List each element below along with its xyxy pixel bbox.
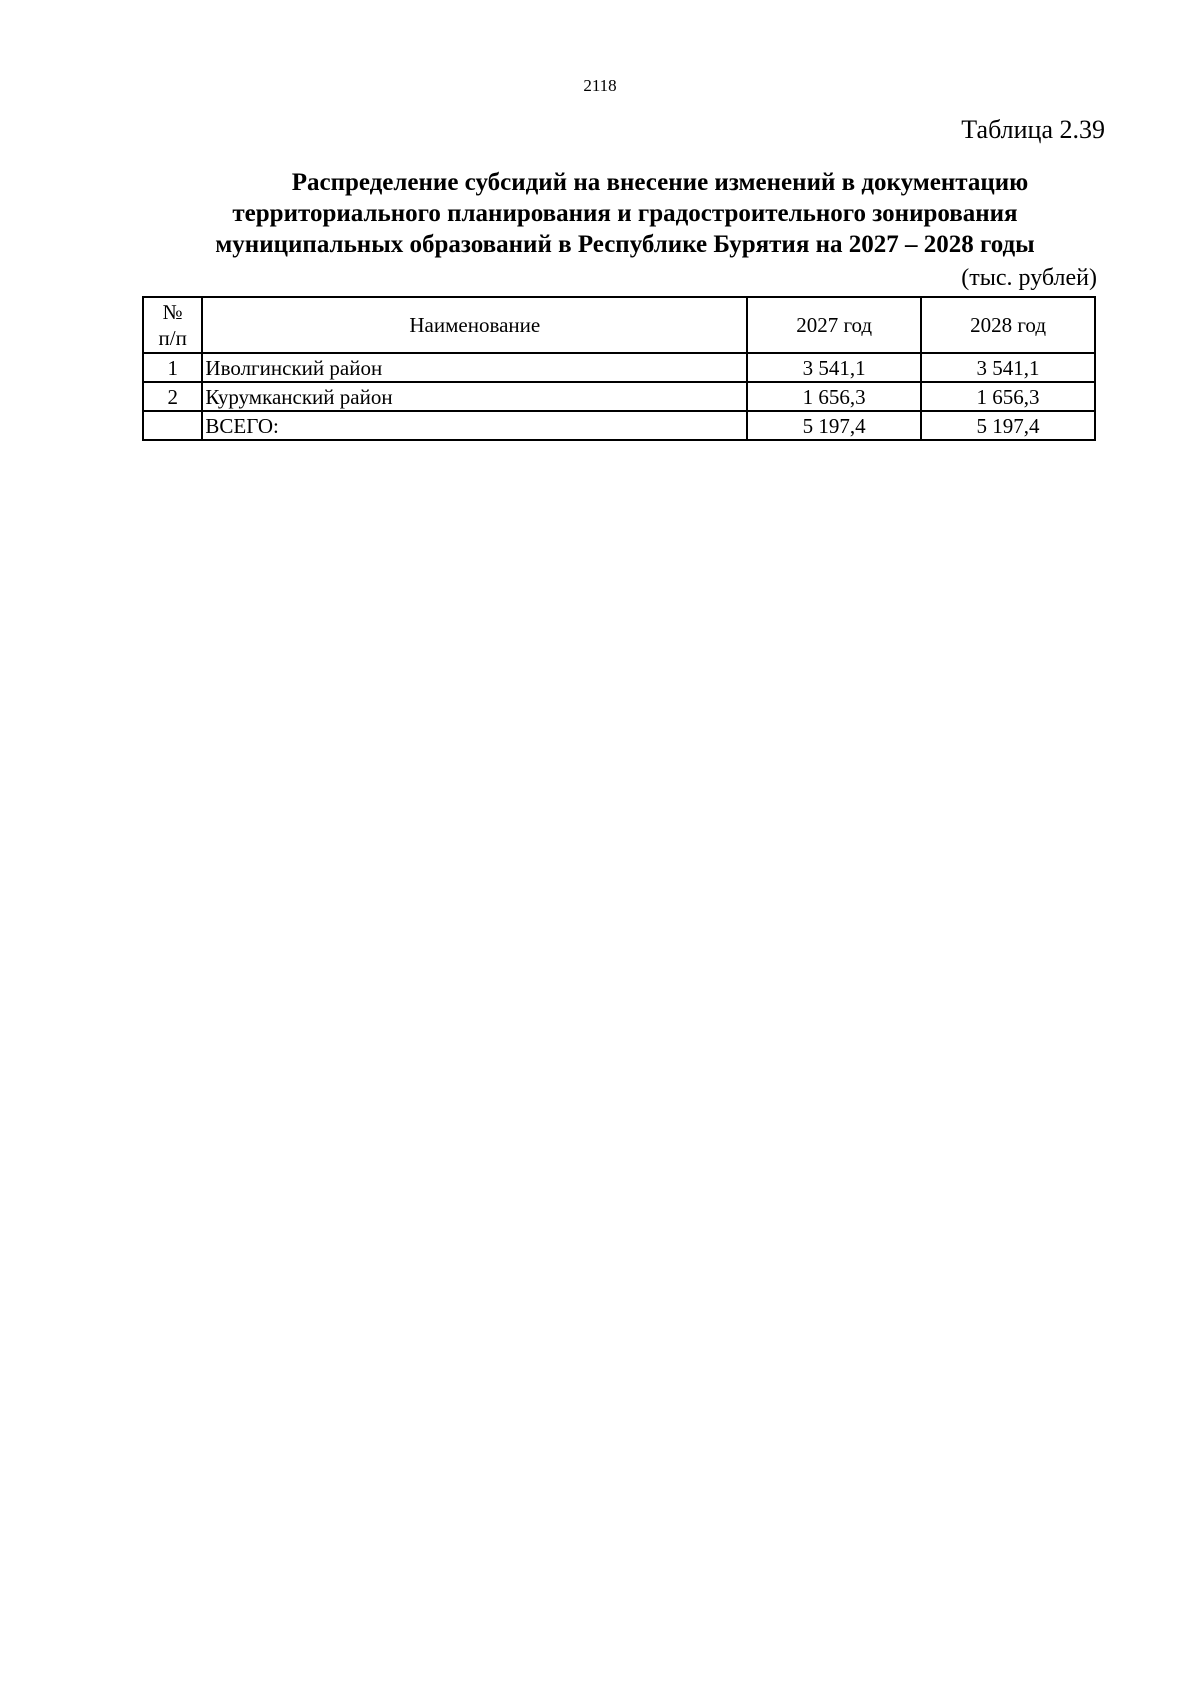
- row-name: ВСЕГО:: [202, 411, 747, 440]
- header-number-abbrev: п/п: [158, 326, 187, 350]
- row-value-2028: 1 656,3: [921, 382, 1095, 411]
- page-number: 2118: [583, 76, 617, 95]
- row-number: 2: [143, 382, 202, 411]
- row-value-2027: 1 656,3: [747, 382, 921, 411]
- units-label: (тыс. рублей): [961, 265, 1097, 291]
- row-name: Курумканский район: [202, 382, 747, 411]
- row-number: [143, 411, 202, 440]
- title-line-2: территориального планирования и градостроительного зонирования: [232, 200, 1018, 227]
- row-value-2028: 3 541,1: [921, 353, 1095, 382]
- header-year-2028: 2028 год: [921, 297, 1095, 353]
- title-line-3: муниципальных образований в Республике Бурятия на 2027 – 2028 годы: [215, 231, 1035, 258]
- subsidy-table: [142, 296, 1096, 441]
- header-year-2027: 2027 год: [747, 297, 921, 353]
- header-name: Наименование: [202, 297, 747, 353]
- row-value-2028: 5 197,4: [921, 411, 1095, 440]
- header-number-symbol: №: [162, 300, 183, 324]
- row-value-2027: 5 197,4: [747, 411, 921, 440]
- table-caption: Таблица 2.39: [961, 115, 1105, 144]
- row-number: 1: [143, 353, 202, 382]
- row-name: Иволгинский район: [202, 353, 747, 382]
- row-value-2027: 3 541,1: [747, 353, 921, 382]
- document-title: [150, 167, 1100, 260]
- title-line-1: Распределение субсидий на внесение изменений в документацию: [291, 169, 1029, 196]
- header-number: [143, 297, 202, 353]
- table-total-row: [143, 411, 1095, 440]
- table-header-row: [143, 297, 1095, 353]
- table-row: [143, 353, 1095, 382]
- table-row: [143, 382, 1095, 411]
